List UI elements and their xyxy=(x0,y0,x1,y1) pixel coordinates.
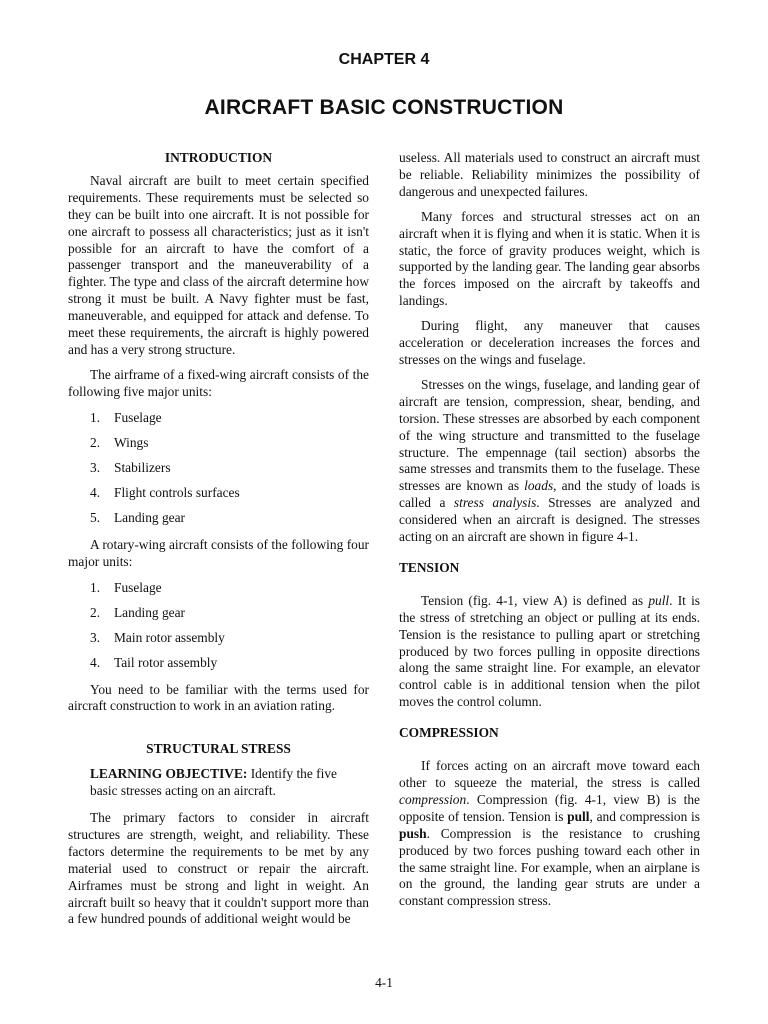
fixed-wing-unit-list xyxy=(90,409,369,529)
learning-objective: LEARNING OBJECTIVE: Identify the five basic stresses acting on an aircraft. xyxy=(90,766,337,799)
introduction-heading: INTRODUCTION xyxy=(164,150,273,165)
right-column xyxy=(399,150,700,918)
compression-paragraph: If forces acting on an aircraft move toward each other to squeeze the material, the stress is called compression. Compression (fig. 4-1, view B) is the opposite of tension. Tension is pull, and compression is push. Compression is the resistance to crushing produced by two forces pushing toward each other in the same straight line. For example, when an airplane is on the ground, the landing gear struts are under a constant compression stress. xyxy=(399,758,700,909)
tension-paragraph: Tension (fig. 4-1, view A) is defined as pull. It is the stress of stretching an object or pulling at its ends. Tension is the resistance to pulling apart or stretching produced by two forces pulling in opposite directions along the same straight line. For example, an elevator control cable is in additional tension when the pilot moves the control column. xyxy=(399,592,701,710)
left-column xyxy=(68,150,369,936)
intro-paragraph-3: A rotary-wing aircraft consists of the following four major units: xyxy=(68,536,369,569)
rotary-wing-unit-list xyxy=(90,579,369,674)
list-item: 2. Landing gear xyxy=(90,604,186,620)
continued-paragraph: useless. All materials used to construct an aircraft must be reliable. Reliability minimizes the possibility of dangerous and unexpected failures. xyxy=(399,150,700,199)
intro-paragraph-1: Naval aircraft are built to meet certain specified requirements. These requirements must be selected so they can be built into one aircraft. It is not possible for one aircraft to possess all characteristics; just as it isn't possible for an aircraft to have the comfort of a passenger transport and the maneuverability of a fighter. The type and class of the aircraft determine how strong it must be built. A Navy fighter must be fast, maneuverable, and equipped for attack and defense. To meet these requirements, the aircraft is highly powered and has a very strong structure. xyxy=(68,172,369,357)
forces-paragraph: Many forces and structural stresses act on an aircraft when it is flying and when it is static. When it is static, the force of gravity produces weight, which is supported by the landing gear. The landing gear absorbs the forces imposed on the aircraft by takeoffs and landings. xyxy=(399,208,700,309)
tension-heading: TENSION xyxy=(399,559,460,575)
list-item: 4. Flight controls surfaces xyxy=(90,484,240,500)
list-item: 1. Fuselage xyxy=(90,579,162,595)
compression-heading: COMPRESSION xyxy=(399,725,499,741)
flight-paragraph: During flight, any maneuver that causes acceleration or deceleration increases the forces and stresses on the wings and fuselage. xyxy=(399,318,700,367)
intro-paragraph-4: You need to be familiar with the terms used for aircraft construction to work in an aviation rating. xyxy=(68,681,369,714)
page-title: AIRCRAFT BASIC CONSTRUCTION xyxy=(204,96,564,119)
list-item: 3. Stabilizers xyxy=(90,459,171,475)
chapter-label: CHAPTER 4 xyxy=(338,51,430,68)
list-item: 2. Wings xyxy=(90,434,149,450)
list-item: 1. Fuselage xyxy=(90,409,162,425)
list-item: 5. Landing gear xyxy=(90,509,186,525)
list-item: 3. Main rotor assembly xyxy=(90,629,225,645)
stresses-paragraph: Stresses on the wings, fuselage, and landing gear of aircraft are tension, compression, shear, bending, and torsion. These stresses are absorbed by each component of the wing structure and transmitted to the fuselage structure. The empennage (tail section) absorbs the same stresses and transmits them to the fuselage. These stresses are known as loads, and the study of loads is called a stress analysis. Stresses are analyzed and considered when an aircraft is designed. The stresses acting on an aircraft are shown in figure 4-1. xyxy=(399,376,700,545)
page-number: 4-1 xyxy=(375,975,393,990)
list-item: 4. Tail rotor assembly xyxy=(90,654,218,670)
stress-paragraph-1: The primary factors to consider in aircraft structures are strength, weight, and reliability. These factors determine the requirements to be met by any material used to construct or repair the aircraft. Airframes must be strong and light in weight. An aircraft built so heavy that it couldn't support more than a few hundred pounds of additional weight would be xyxy=(68,810,369,927)
intro-paragraph-2: The airframe of a fixed-wing aircraft consists of the following five major units: xyxy=(68,366,369,399)
structural-stress-heading: STRUCTURAL STRESS xyxy=(146,741,291,757)
